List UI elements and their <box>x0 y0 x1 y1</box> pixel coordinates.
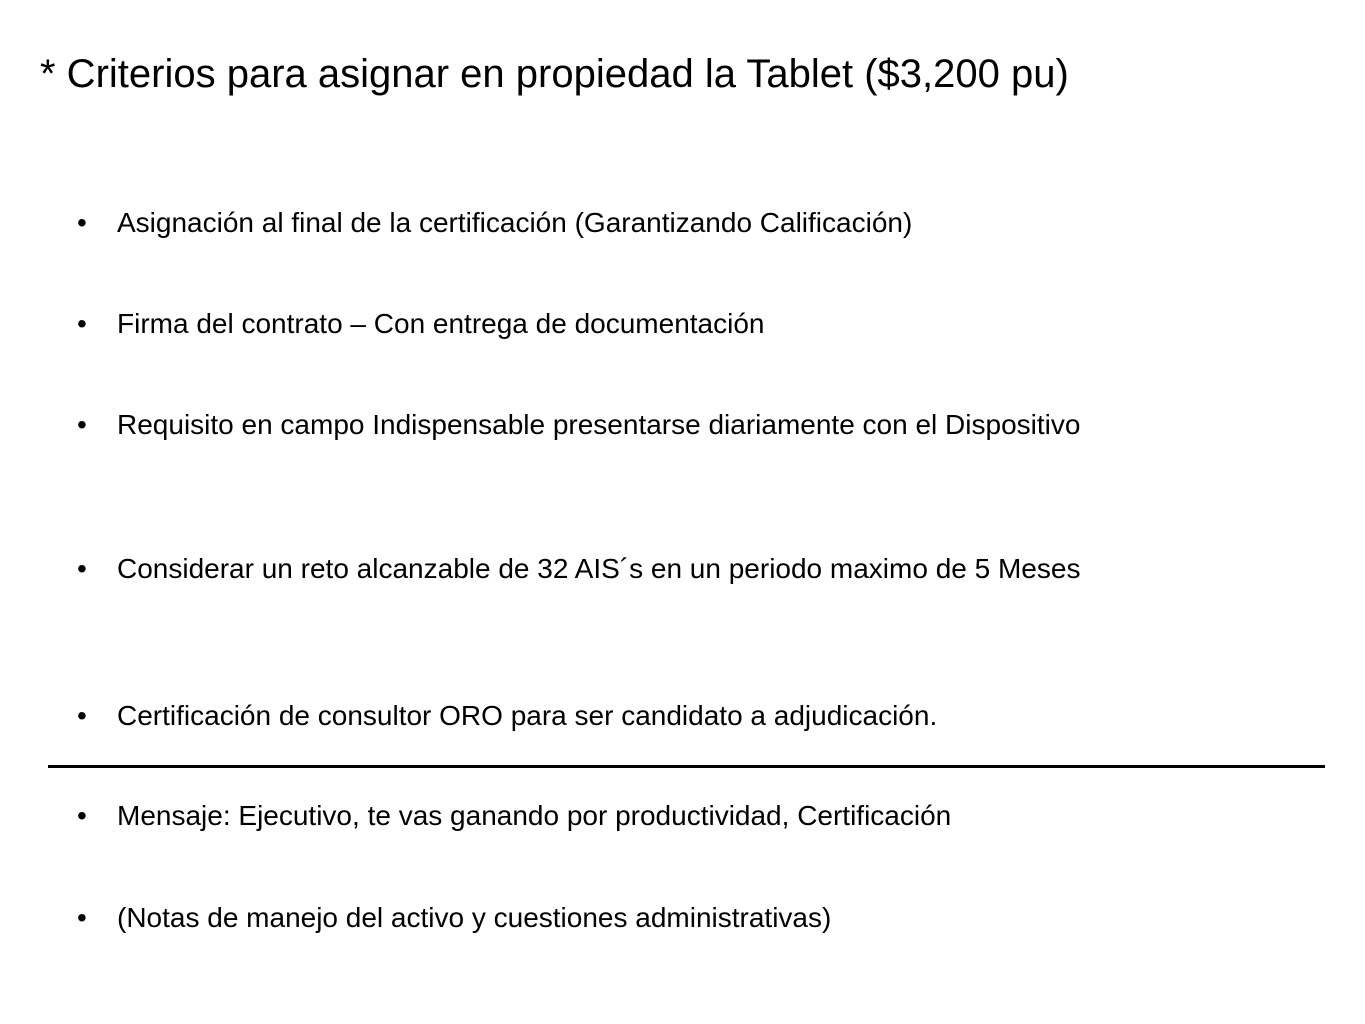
bullet-dot-icon: • <box>77 553 87 584</box>
bullet-text: (Notas de manejo del activo y cuestiones administrativas) <box>117 902 832 933</box>
bullet-dot-icon: • <box>77 308 87 339</box>
bullet-dot-icon: • <box>77 207 87 238</box>
bullet-item-assignment <box>77 202 1307 244</box>
bullet-dot-icon: • <box>77 800 87 831</box>
bullet-text: Asignación al final de la certificación (Garantizando Calificación) <box>117 207 913 238</box>
bullet-item-challenge <box>77 548 1307 590</box>
bullet-dot-icon: • <box>77 409 87 440</box>
bullet-text: Requisito en campo Indispensable presentarse diariamente con el Dispositivo <box>117 409 1081 440</box>
bullet-dot-icon: • <box>77 700 87 731</box>
bullet-item-message <box>77 795 1307 837</box>
bullet-text: Mensaje: Ejecutivo, te vas ganando por productividad, Certificación <box>117 800 952 831</box>
section-divider <box>48 765 1325 768</box>
bullet-dot-icon: • <box>77 902 87 933</box>
bullet-text: Firma del contrato – Con entrega de documentación <box>117 308 765 339</box>
bullet-item-field-requirement <box>77 404 1307 446</box>
bullet-text: Certificación de consultor ORO para ser candidato a adjudicación. <box>117 700 938 731</box>
bullet-text: Considerar un reto alcanzable de 32 AIS´s en un periodo maximo de 5 Meses <box>117 553 1081 584</box>
bullet-item-contract <box>77 303 1307 345</box>
bullet-item-notes <box>77 897 1307 939</box>
bullet-item-gold-certification <box>77 695 1307 737</box>
slide-title: * Criterios para asignar en propiedad la Tablet ($3,200 pu) <box>40 52 1069 96</box>
